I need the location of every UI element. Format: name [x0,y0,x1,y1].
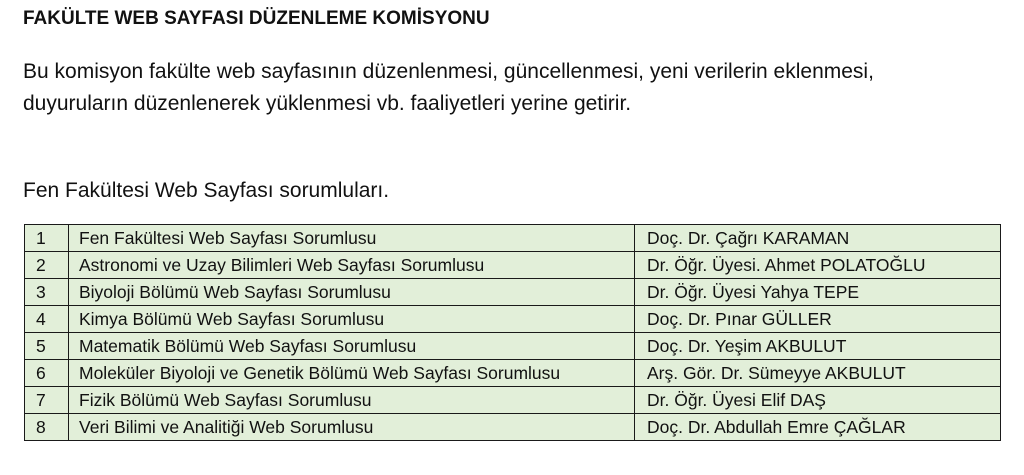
row-number-cell: 6 [25,360,69,387]
paragraph-line: duyuruların düzenlenerek yüklenmesi vb. faaliyetleri yerine getirir. [23,92,632,115]
role-cell: Biyoloji Bölümü Web Sayfası Sorumlusu [69,279,635,306]
table-row [25,360,1001,387]
person-cell: Doç. Dr. Çağrı KARAMAN [635,225,1001,252]
table-row [25,387,1001,414]
role-cell: Kimya Bölümü Web Sayfası Sorumlusu [69,306,635,333]
person-cell: Doç. Dr. Abdullah Emre ÇAĞLAR [635,414,1001,441]
row-number-cell: 5 [25,333,69,360]
person-cell: Dr. Öğr. Üyesi Yahya TEPE [635,279,1001,306]
row-number-cell: 1 [25,225,69,252]
table-row [25,414,1001,441]
role-cell: Astronomi ve Uzay Bilimleri Web Sayfası Sorumlusu [69,252,635,279]
responsibles-table [24,224,1001,441]
person-cell: Dr. Öğr. Üyesi. Ahmet POLATOĞLU [635,252,1001,279]
table-row [25,306,1001,333]
page-title: FAKÜLTE WEB SAYFASI DÜZENLEME KOMİSYONU [23,8,490,29]
table-row [25,333,1001,360]
role-cell: Fizik Bölümü Web Sayfası Sorumlusu [69,387,635,414]
table-row [25,252,1001,279]
person-cell: Doç. Dr. Yeşim AKBULUT [635,333,1001,360]
table-row [25,279,1001,306]
row-number-cell: 2 [25,252,69,279]
role-cell: Veri Bilimi ve Analitiği Web Sorumlusu [69,414,635,441]
table-caption: Fen Fakültesi Web Sayfası sorumluları. [23,179,390,202]
description-paragraph [23,56,1013,120]
row-number-cell: 8 [25,414,69,441]
row-number-cell: 3 [25,279,69,306]
paragraph-line: Bu komisyon fakülte web sayfasının düzenlenmesi, güncellenmesi, yeni verilerin eklenmesi, [23,60,874,83]
role-cell: Fen Fakültesi Web Sayfası Sorumlusu [69,225,635,252]
person-cell: Doç. Dr. Pınar GÜLLER [635,306,1001,333]
row-number-cell: 4 [25,306,69,333]
role-cell: Moleküler Biyoloji ve Genetik Bölümü Web Sayfası Sorumlusu [69,360,635,387]
table-body [25,225,1001,441]
table-row [25,225,1001,252]
person-cell: Dr. Öğr. Üyesi Elif DAŞ [635,387,1001,414]
row-number-cell: 7 [25,387,69,414]
role-cell: Matematik Bölümü Web Sayfası Sorumlusu [69,333,635,360]
person-cell: Arş. Gör. Dr. Sümeyye AKBULUT [635,360,1001,387]
